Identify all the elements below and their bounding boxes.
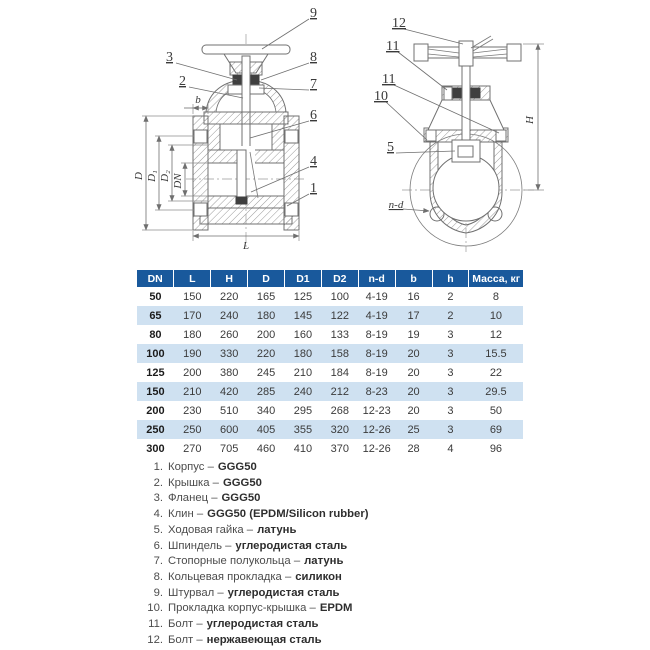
table-cell: 180 [256, 309, 276, 322]
part-number: 2. [153, 476, 163, 489]
table-cell: 15.5 [485, 347, 507, 360]
part-name: Кольцевая прокладка – [168, 570, 292, 583]
callout-5: 5 [387, 140, 394, 155]
table-cell-dn: 100 [146, 347, 165, 360]
col-header-b: b [395, 270, 432, 287]
table-cell: 405 [256, 423, 276, 436]
table-cell: 260 [220, 328, 239, 341]
table-cell: 8-19 [365, 366, 388, 379]
dim-label-DN: DN [172, 173, 184, 189]
table-row [137, 287, 523, 306]
part-number: 12. [147, 633, 163, 646]
table-cell: 29.5 [485, 385, 507, 398]
table-cell: 460 [256, 442, 276, 455]
handwheel-front [202, 45, 290, 54]
table-cell: 10 [489, 309, 503, 322]
dim-label-D2: D₂ [159, 170, 171, 182]
bonnet-bolt-left [426, 130, 436, 141]
table-cell: 150 [183, 290, 202, 303]
col-header-mass: Масса, кг [469, 270, 523, 287]
handwheel-cap-right [507, 44, 521, 61]
table-cell: 340 [256, 404, 276, 417]
table-cell: 330 [220, 347, 239, 360]
table-cell: 145 [293, 309, 313, 322]
table-cell: 380 [220, 366, 239, 379]
handwheel-cap-left [414, 44, 428, 61]
part-name: Крышка – [168, 476, 219, 489]
dim-label-H: H [524, 116, 536, 124]
dimensions-table-body [137, 287, 523, 458]
bore-circle [433, 155, 499, 221]
col-header-d1: D1 [285, 270, 322, 287]
callout-8: 8 [310, 50, 317, 65]
neck-wall-left [208, 124, 220, 150]
part-material: EPDM [319, 602, 353, 615]
col-header-h: H [211, 270, 248, 287]
part-name: Прокладка корпус-крышка – [168, 602, 316, 615]
body-foot [200, 208, 292, 224]
bonnet-bolt-right [496, 130, 506, 141]
table-cell: 100 [330, 290, 349, 303]
parts-list-item [137, 476, 517, 492]
label-n-d: n-d [388, 199, 404, 211]
part-name: Болт – [168, 618, 203, 631]
table-cell: 230 [183, 404, 202, 417]
table-cell: 600 [220, 423, 239, 436]
table-cell: 170 [183, 309, 202, 322]
table-cell: 180 [293, 347, 313, 360]
table-cell-dn: 125 [146, 366, 165, 379]
table-cell: 96 [489, 442, 503, 455]
table-cell-dn: 200 [146, 404, 165, 417]
table-row [137, 401, 523, 420]
table-cell: 50 [489, 404, 503, 417]
table-cell: 20 [407, 404, 420, 417]
table-cell: 12-23 [362, 404, 391, 417]
table-row [137, 344, 523, 363]
callout-3: 3 [166, 50, 173, 65]
part-number: 8. [153, 570, 163, 583]
bonnet-flange [204, 112, 288, 124]
parts-list-item [137, 633, 517, 649]
table-cell: 250 [183, 423, 202, 436]
stem-front [242, 56, 250, 152]
table-cell: 4-19 [365, 309, 388, 322]
parts-list-item [137, 507, 517, 523]
table-cell: 212 [330, 385, 349, 398]
table-cell: 3 [447, 423, 454, 436]
table-cell: 295 [293, 404, 313, 417]
table-cell: 240 [220, 309, 239, 322]
parts-list-item [137, 460, 517, 476]
table-cell: 420 [220, 385, 239, 398]
table-cell: 125 [293, 290, 313, 303]
table-cell: 12-26 [362, 442, 391, 455]
part-number: 5. [153, 523, 163, 536]
table-row [137, 439, 523, 458]
bolt-hole-right-top [285, 130, 298, 143]
table-cell: 370 [330, 442, 349, 455]
table-cell: 285 [256, 385, 276, 398]
table-cell: 410 [293, 442, 313, 455]
part-name: Штурвал – [168, 586, 224, 599]
part-material: углеродистая сталь [227, 586, 340, 599]
part-name: Клин – [168, 508, 204, 521]
dim-label-b: b [195, 94, 201, 106]
table-cell: 69 [489, 423, 503, 436]
table-cell: 122 [330, 309, 349, 322]
table-cell: 180 [183, 328, 202, 341]
col-header-d2: D2 [321, 270, 358, 287]
part-material: углеродистая сталь [206, 618, 319, 631]
part-number: 10. [147, 602, 163, 615]
table-cell-dn: 80 [149, 328, 162, 341]
part-material: латунь [304, 555, 344, 568]
callout-10: 10 [374, 89, 388, 104]
table-cell: 2 [447, 309, 454, 322]
table-cell: 16 [407, 290, 420, 303]
table-cell: 3 [447, 328, 454, 341]
parts-list-item [137, 539, 517, 555]
table-cell: 133 [330, 328, 349, 341]
col-header-h2: h [432, 270, 469, 287]
part-name: Корпус – [168, 461, 214, 473]
parts-list-item [137, 491, 517, 507]
bolt-hole-left-top [194, 130, 207, 143]
table-cell: 3 [447, 366, 454, 379]
table-cell: 270 [183, 442, 202, 455]
parts-list-item [137, 586, 517, 602]
table-cell: 245 [256, 366, 276, 379]
neck-wall-right [272, 124, 284, 150]
side-view-drawing [374, 16, 544, 252]
table-cell-dn: 65 [149, 309, 162, 322]
part-number: 7. [153, 555, 163, 568]
table-cell: 165 [256, 290, 276, 303]
table-cell: 25 [407, 423, 420, 436]
parts-list-item [137, 601, 517, 617]
table-header-row [137, 270, 523, 287]
front-view-drawing [133, 6, 317, 252]
part-number: 4. [153, 508, 163, 521]
valve-drawings [0, 0, 650, 262]
table-row [137, 306, 523, 325]
table-cell: 268 [330, 404, 349, 417]
dim-label-D1: D₁ [146, 170, 158, 182]
part-material: GGG50 [221, 492, 261, 505]
table-cell: 8 [492, 290, 499, 303]
part-material: латунь [257, 523, 297, 536]
table-cell: 4 [447, 442, 454, 455]
callout-11a: 11 [386, 39, 400, 54]
table-row [137, 363, 523, 382]
callout-9: 9 [310, 6, 317, 21]
callout-6: 6 [310, 108, 317, 123]
table-cell: 3 [447, 347, 454, 360]
stem-nut-inner [458, 146, 473, 157]
col-header-d: D [248, 270, 285, 287]
table-cell: 510 [220, 404, 239, 417]
dim-label-L: L [242, 240, 250, 252]
table-row [137, 420, 523, 439]
part-name: Болт – [168, 633, 203, 646]
table-row [137, 325, 523, 344]
stem-side [462, 66, 470, 148]
table-cell: 320 [330, 423, 349, 436]
table-cell: 355 [293, 423, 313, 436]
col-header-l: L [174, 270, 211, 287]
table-cell: 22 [489, 366, 503, 379]
handwheel-hub-side [459, 41, 473, 66]
parts-list-item [137, 554, 517, 570]
part-number: 9. [153, 586, 163, 599]
part-name: Ходовая гайка – [168, 523, 254, 536]
table-cell: 160 [293, 328, 313, 341]
table-cell-dn: 50 [149, 290, 162, 303]
table-cell: 4-19 [365, 290, 388, 303]
col-header-nd: n-d [358, 270, 395, 287]
table-cell: 200 [183, 366, 202, 379]
part-material: GGG50 [222, 476, 262, 489]
part-material: углеродистая сталь [235, 539, 348, 552]
table-cell-dn: 250 [146, 423, 165, 436]
parts-list-item [137, 570, 517, 586]
part-number: 6. [153, 539, 163, 552]
callout-1: 1 [310, 181, 317, 196]
part-material: GGG50 (EPDM/Silicon rubber) [207, 508, 369, 521]
table-cell: 158 [330, 347, 349, 360]
table-cell: 17 [407, 309, 420, 322]
part-material: нержавеющая сталь [206, 633, 322, 646]
part-material: GGG50 [217, 461, 257, 473]
table-cell: 190 [183, 347, 202, 360]
dim-label-D: D [133, 172, 145, 180]
table-cell: 12 [489, 328, 503, 341]
callout-7: 7 [310, 77, 317, 92]
table-cell: 184 [330, 366, 349, 379]
table-cell: 3 [447, 385, 454, 398]
table-cell: 240 [293, 385, 313, 398]
dimensions-table-header [137, 270, 523, 287]
callout-4: 4 [310, 154, 317, 169]
table-cell: 200 [256, 328, 276, 341]
table-cell: 210 [293, 366, 313, 379]
part-name: Стопорные полукольца – [168, 555, 301, 568]
table-cell: 20 [407, 347, 420, 360]
table-cell: 210 [183, 385, 202, 398]
table-cell-dn: 300 [146, 442, 165, 455]
table-cell: 220 [256, 347, 276, 360]
parts-list-item [137, 523, 517, 539]
bolt-hole-right-bottom [285, 203, 298, 216]
table-cell: 28 [407, 442, 420, 455]
table-cell: 20 [407, 385, 420, 398]
wedge-seat [236, 197, 247, 204]
table-row [137, 382, 523, 401]
table-cell: 705 [220, 442, 239, 455]
part-number: 3. [153, 492, 163, 505]
bolt-hole-left-bottom [194, 203, 207, 216]
wedge [237, 150, 246, 200]
col-header-dn: DN [137, 270, 174, 287]
part-number: 1. [153, 461, 163, 473]
part-name: Шпиндель – [168, 539, 232, 552]
part-material: силикон [295, 570, 342, 583]
table-cell: 19 [407, 328, 420, 341]
table-cell: 20 [407, 366, 420, 379]
dimensions-table [137, 270, 523, 458]
part-number: 11. [148, 618, 163, 631]
parts-list-item [137, 617, 517, 633]
table-cell: 220 [220, 290, 239, 303]
table-cell: 2 [447, 290, 454, 303]
table-cell: 12-26 [362, 423, 391, 436]
parts-list [137, 460, 517, 648]
table-cell: 8-23 [365, 385, 388, 398]
callout-2: 2 [179, 74, 186, 89]
table-cell: 3 [447, 404, 454, 417]
table-cell: 8-19 [365, 347, 388, 360]
table-cell: 8-19 [365, 328, 388, 341]
part-name: Фланец – [168, 492, 218, 505]
callout-11b: 11 [382, 72, 396, 87]
callout-12: 12 [392, 16, 406, 31]
table-cell-dn: 150 [146, 385, 165, 398]
